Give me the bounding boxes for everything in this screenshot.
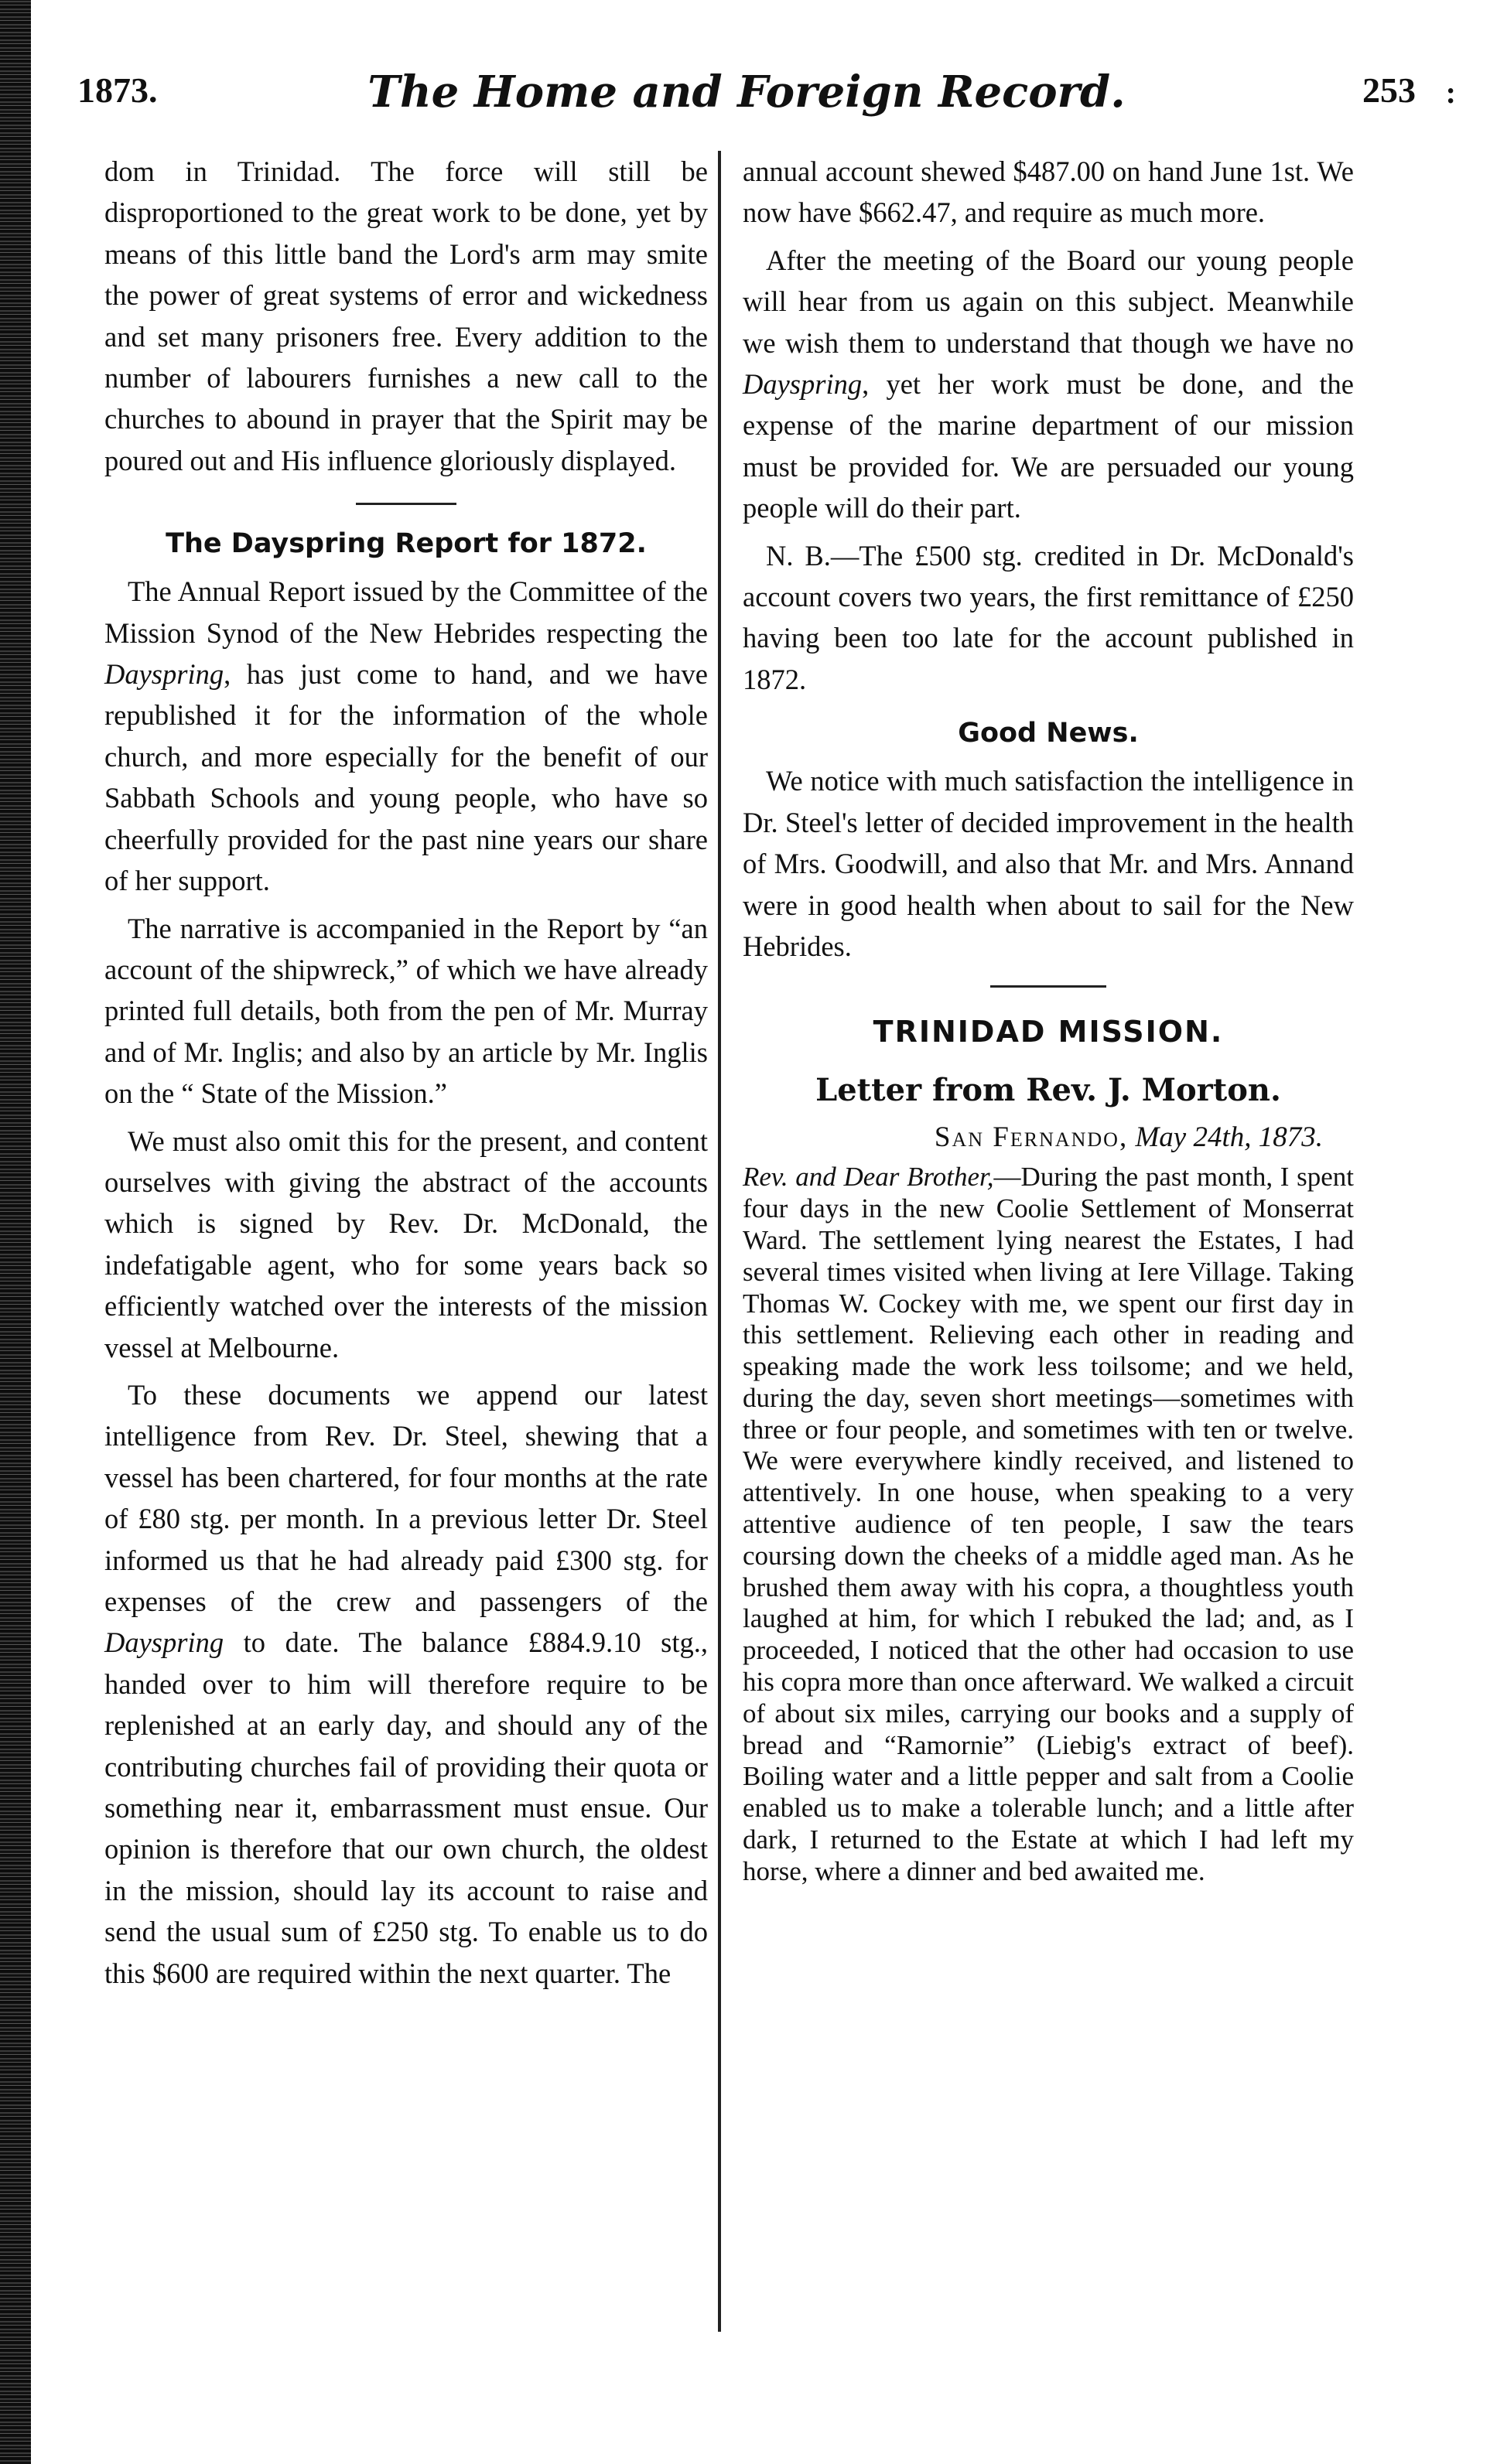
right-column bbox=[743, 151, 1354, 1888]
text: The Annual Report issued by the Committee of the Mission Synod of the New Hebrides respecting the bbox=[104, 575, 708, 649]
section-heading-trinidad-mission: TRINIDAD MISSION. bbox=[743, 982, 1354, 1061]
left-column bbox=[104, 151, 708, 1994]
paragraph: annual account shewed $487.00 on hand June 1st. We now have $662.47, and require as much more. bbox=[743, 155, 1354, 229]
paragraph bbox=[104, 1374, 708, 1994]
dateline-date: May 24th, 1873. bbox=[1135, 1121, 1323, 1154]
header-year: 1873. bbox=[77, 70, 158, 110]
journal-title: The Home and Foreign Record. bbox=[367, 67, 1126, 118]
ship-name: Dayspring bbox=[743, 368, 863, 401]
dateline bbox=[743, 1117, 1354, 1159]
salutation: Rev. and Dear Brother, bbox=[743, 1162, 994, 1193]
text: To these documents we append our latest intelligence from Rev. Dr. Steel, shewing that a vessel has been chartered, for four months at the rate of £80 stg. per month. In a previous letter Dr. Steel informed us that he had already paid £300 stg. for expenses of the crew and passengers of the bbox=[104, 1378, 708, 1617]
paragraph: We must also omit this for the present, and content ourselves with giving the abstract of the accounts which is signed by Rev. Dr. McDonald, the indefatigable agent, who for some years back so efficiently watched over the interests of the mission vessel at Melbourne. bbox=[104, 1124, 708, 1363]
dateline-place: San Fernando, bbox=[934, 1121, 1129, 1154]
section-heading-good-news: Good News. bbox=[958, 718, 1139, 749]
ship-name: Dayspring bbox=[104, 658, 224, 691]
paragraph bbox=[743, 240, 1354, 529]
binding-edge bbox=[0, 0, 31, 2464]
column-rule bbox=[718, 151, 721, 2332]
text: —During the past month, I spent four days in the new Coolie Settlement of Monserrat Ward. The settlement lying nearest the Estates, I had several times visited when living at Iere Village. Taking Thomas W. Cockey with me, we spent our first day in this settlement. Relieving each other in reading and speaking made the work less toilsome; and we held, during the day, seven short meetings—sometimes with three or four people, and sometimes with ten or twelve. We were everywhere kindly received, and listened to attentively. In one house, when speaking to a very attentive audience of ten people, I saw the tears coursing down the cheeks of a middle aged man. As he brushed them away with his copra, a thoughtless youth laughed at him, for which I rebuked the lad; and, as I proceeded, I noticed that the other had occasion to use his copra more than once afterward. We walked a circuit of about six miles, carrying our books and a supply of bread and “Ramornie” (Liebig's extract of beef). Boiling water and a little pepper and salt from a Coolie enabled us to make a tolerable lunch; and a little after dark, I returned to the Estate at which I had left my horse, where a dinner and bed awaited me. bbox=[743, 1162, 1355, 1886]
text: After the meeting of the Board our young people will hear from us again on this subject. Meanwhile we wish them to understand that though we have no bbox=[743, 244, 1354, 359]
letter-body bbox=[743, 1162, 1354, 1887]
text: , has just come to hand, and we have republished it for the information of the whole church, and more especially for the benefit of our Sabbath Schools and young people, who have so cheerfully provided for the past nine years our share of her support. bbox=[104, 658, 708, 897]
paragraph: We notice with much satisfaction the intelligence in Dr. Steel's letter of decided improvement in the health of Mrs. Goodwill, and also that Mr. and Mrs. Annand were in good health when about to sail for the New Hebrides. bbox=[743, 765, 1354, 962]
paragraph: dom in Trinidad. The force will still be disproportioned to the great work to be done, yet by means of this little band the Lord's arm may smite the power of great systems of error and wickedness and set many prisoners free. Every addition to the number of labourers furnishes a new call to the churches to abound in prayer that the Spirit may be poured out and His influence gloriously displayed. bbox=[104, 155, 708, 476]
margin-mark: : bbox=[1445, 75, 1456, 110]
ship-name: Dayspring bbox=[104, 1626, 224, 1659]
text: , yet her work must be done, and the expense of the marine department of our mission must be provided for. We are persuaded our young people will do their part. bbox=[743, 368, 1354, 524]
page-number: 253 bbox=[1362, 70, 1416, 110]
section-heading-dayspring: The Dayspring Report for 1872. bbox=[104, 497, 708, 571]
paragraph: N. B.—The £500 stg. credited in Dr. McDonald's account covers two years, the first remittance of £250 having been too late for the account published in 1872. bbox=[743, 539, 1354, 695]
letter-heading: Letter from Rev. J. Morton. bbox=[815, 1072, 1281, 1109]
paragraph: The narrative is accompanied in the Report by “an account of the shipwreck,” of which we have already printed full details, both from the pen of Mr. Murray and of Mr. Inglis; and also by an article by Mr. Inglis on the “ State of the Mission.” bbox=[104, 912, 708, 1110]
running-header bbox=[77, 67, 1456, 118]
text: to date. The balance £884.9.10 stg., handed over to him will therefore require to be replenished at an early day, and should any of the contributing churches fail of providing their quota or something near it, embarrassment must ensue. Our opinion is therefore that our own church, the oldest in the mission, should lay its account to raise and send the usual sum of £250 stg. To enable us to do this $600 are required within the next quarter. The bbox=[104, 1626, 708, 1989]
paragraph bbox=[104, 571, 708, 901]
